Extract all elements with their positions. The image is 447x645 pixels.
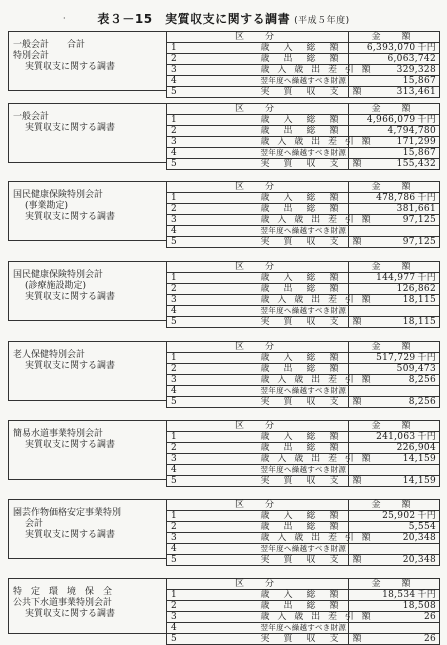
balance-table — [166, 103, 440, 170]
table-row — [167, 54, 440, 65]
row-value — [349, 54, 440, 65]
table-row — [167, 601, 440, 612]
row-label: 歳 入 歳 出 差 引 額 — [258, 215, 349, 226]
table-row — [167, 634, 440, 645]
row-value — [349, 226, 440, 237]
account-name-line: 園芸作物価格安定事業特別 — [13, 508, 122, 518]
account-block — [8, 420, 440, 486]
table-header-row — [167, 500, 440, 511]
balance-table — [166, 31, 440, 98]
row-number: 2 — [167, 601, 258, 612]
row-number: 3 — [167, 454, 258, 465]
row-label: 歳 入 歳 出 差 引 額 — [258, 454, 349, 465]
row-label: 翌年度へ繰越すべき財源 — [258, 306, 349, 317]
row-number: 3 — [167, 533, 258, 544]
account-block — [8, 578, 440, 644]
header-kingaku: 金 額 — [349, 579, 440, 590]
row-label: 実 質 収 支 額 — [258, 634, 349, 645]
row-label: 実 質 収 支 額 — [258, 476, 349, 487]
row-amount: 20,348 — [402, 533, 436, 543]
row-amount: 381,661 — [396, 204, 436, 214]
row-value — [349, 353, 440, 364]
table-row — [167, 353, 440, 364]
row-number: 3 — [167, 375, 258, 386]
table-row — [167, 65, 440, 76]
row-value — [349, 601, 440, 612]
header-kingaku: 金 額 — [349, 421, 440, 432]
row-value — [349, 193, 440, 204]
account-name-line: 実質収支に関する調書 — [25, 292, 116, 302]
row-label: 実 質 収 支 額 — [258, 397, 349, 408]
row-label: 実 質 収 支 額 — [258, 555, 349, 566]
account-name-line: 公共下水道事業特別会計 — [13, 598, 113, 608]
table-row — [167, 226, 440, 237]
account-name — [8, 499, 166, 559]
row-number: 5 — [167, 87, 258, 98]
row-amount: 478,786 — [376, 193, 416, 203]
unit-label: 千円 — [417, 353, 436, 363]
title-year: (平成５年度) — [294, 16, 350, 26]
account-name-line: 実質収支に関する調書 — [25, 62, 116, 72]
account-name-line: 実質収支に関する調書 — [25, 123, 116, 133]
table-row — [167, 623, 440, 634]
row-label: 歳 出 総 額 — [258, 284, 349, 295]
header-kubun: 区 分 — [167, 104, 349, 115]
header-kingaku: 金 額 — [349, 182, 440, 193]
table-row — [167, 465, 440, 476]
table-row — [167, 87, 440, 98]
header-kubun: 区 分 — [167, 500, 349, 511]
row-number: 4 — [167, 76, 258, 87]
row-label: 歳 出 総 額 — [258, 601, 349, 612]
row-label: 翌年度へ繰越すべき財源 — [258, 465, 349, 476]
row-label: 翌年度へ繰越すべき財源 — [258, 226, 349, 237]
row-label: 歳 入 総 額 — [258, 432, 349, 443]
row-value — [349, 590, 440, 601]
row-number: 2 — [167, 364, 258, 375]
account-name-line: 実質収支に関する調書 — [25, 609, 116, 619]
row-value — [349, 115, 440, 126]
row-number: 2 — [167, 443, 258, 454]
row-amount: 18,508 — [402, 601, 436, 611]
account-name-line: 国民健康保険特別会計 — [13, 190, 104, 200]
row-number: 3 — [167, 612, 258, 623]
row-amount: 97,125 — [402, 237, 436, 247]
table-row — [167, 533, 440, 544]
row-value — [349, 126, 440, 137]
account-name — [8, 261, 166, 321]
row-number: 1 — [167, 273, 258, 284]
table-row — [167, 306, 440, 317]
row-number: 1 — [167, 511, 258, 522]
balance-table — [166, 341, 440, 408]
row-label: 歳 入 総 額 — [258, 273, 349, 284]
table-row — [167, 375, 440, 386]
table-row — [167, 159, 440, 170]
table-row — [167, 511, 440, 522]
row-amount: 18,115 — [402, 295, 436, 305]
row-label: 歳 入 総 額 — [258, 115, 349, 126]
row-number: 1 — [167, 115, 258, 126]
row-amount: 329,328 — [396, 65, 436, 75]
row-number: 2 — [167, 54, 258, 65]
row-amount: 517,729 — [376, 353, 416, 363]
account-name — [8, 578, 166, 634]
table-row — [167, 115, 440, 126]
row-number: 4 — [167, 623, 258, 634]
row-label: 実 質 収 支 額 — [258, 317, 349, 328]
table-header-row — [167, 262, 440, 273]
row-value — [349, 443, 440, 454]
account-name-line: 老人保健特別会計 — [13, 350, 86, 360]
table-row — [167, 454, 440, 465]
row-amount: 313,461 — [396, 87, 436, 97]
header-kingaku: 金 額 — [349, 262, 440, 273]
table-row — [167, 295, 440, 306]
header-kingaku: 金 額 — [349, 32, 440, 43]
row-number: 3 — [167, 295, 258, 306]
row-label: 実 質 収 支 額 — [258, 87, 349, 98]
row-number: 5 — [167, 634, 258, 645]
balance-table — [166, 578, 440, 645]
row-label: 歳 入 総 額 — [258, 43, 349, 54]
account-name-line: 実質収支に関する調書 — [25, 212, 116, 222]
row-amount: 4,794,780 — [387, 126, 436, 136]
page-title — [0, 10, 447, 27]
row-number: 4 — [167, 544, 258, 555]
row-value — [349, 465, 440, 476]
row-label: 歳 出 総 額 — [258, 443, 349, 454]
row-value — [349, 148, 440, 159]
account-name — [8, 181, 166, 241]
row-label: 歳 入 歳 出 差 引 額 — [258, 65, 349, 76]
row-number: 5 — [167, 159, 258, 170]
row-number: 2 — [167, 204, 258, 215]
row-amount: 8,256 — [408, 397, 436, 407]
unit-label: 千円 — [417, 273, 436, 283]
row-value — [349, 432, 440, 443]
account-block — [8, 31, 440, 97]
row-amount: 6,063,742 — [387, 54, 436, 64]
table-row — [167, 443, 440, 454]
row-amount: 171,299 — [396, 137, 436, 147]
table-row — [167, 237, 440, 248]
row-label: 歳 入 総 額 — [258, 193, 349, 204]
row-label: 実 質 収 支 額 — [258, 159, 349, 170]
unit-label: 千円 — [417, 43, 436, 53]
header-kubun: 区 分 — [167, 421, 349, 432]
header-kingaku: 金 額 — [349, 104, 440, 115]
balance-table — [166, 181, 440, 248]
row-value — [349, 522, 440, 533]
row-amount: 126,862 — [396, 284, 436, 294]
row-label: 歳 出 総 額 — [258, 126, 349, 137]
row-number: 1 — [167, 193, 258, 204]
table-header-row — [167, 32, 440, 43]
row-amount: 15,867 — [402, 148, 436, 158]
table-row — [167, 43, 440, 54]
row-label: 歳 入 歳 出 差 引 額 — [258, 533, 349, 544]
row-amount: 97,125 — [402, 215, 436, 225]
row-value — [349, 284, 440, 295]
account-name-line: (事業勘定) — [25, 201, 69, 211]
account-block — [8, 261, 440, 327]
row-number: 4 — [167, 465, 258, 476]
table-row — [167, 215, 440, 226]
row-number: 3 — [167, 137, 258, 148]
row-label: 歳 入 総 額 — [258, 590, 349, 601]
unit-label: 千円 — [417, 432, 436, 442]
row-amount: 6,393,070 — [366, 43, 416, 53]
account-block — [8, 181, 440, 247]
table-row — [167, 386, 440, 397]
account-name-line: 国民健康保険特別会計 — [13, 270, 104, 280]
row-value — [349, 273, 440, 284]
row-amount: 26 — [423, 634, 436, 644]
row-value — [349, 306, 440, 317]
table-row — [167, 544, 440, 555]
account-name-line: 実質収支に関する調書 — [25, 361, 116, 371]
table-header-row — [167, 182, 440, 193]
row-value — [349, 76, 440, 87]
table-row — [167, 148, 440, 159]
row-amount: 26 — [423, 612, 436, 622]
row-label: 歳 出 総 額 — [258, 204, 349, 215]
scan-mark: · — [63, 14, 66, 23]
account-name-line: 一般会計 合計 — [13, 40, 86, 50]
row-amount: 5,554 — [408, 522, 436, 532]
row-value — [349, 364, 440, 375]
table-row — [167, 193, 440, 204]
balance-table — [166, 420, 440, 487]
row-amount: 18,534 — [382, 590, 416, 600]
title-text: 表３－15 実質収支に関する調書 — [97, 12, 291, 26]
table-row — [167, 317, 440, 328]
unit-label: 千円 — [417, 511, 436, 521]
row-label: 歳 入 総 額 — [258, 511, 349, 522]
account-name-line: 実質収支に関する調書 — [25, 530, 116, 540]
account-name-line: 特別会計 — [13, 51, 50, 61]
row-value — [349, 43, 440, 54]
account-name-line: 実質収支に関する調書 — [25, 440, 116, 450]
row-number: 5 — [167, 237, 258, 248]
table-row — [167, 204, 440, 215]
row-label: 歳 出 総 額 — [258, 54, 349, 65]
row-amount: 4,966,079 — [366, 115, 416, 125]
row-amount: 20,348 — [402, 555, 436, 565]
row-amount: 509,473 — [396, 364, 436, 374]
row-number: 3 — [167, 215, 258, 226]
header-kubun: 区 分 — [167, 182, 349, 193]
row-label: 翌年度へ繰越すべき財源 — [258, 623, 349, 634]
table-row — [167, 126, 440, 137]
account-name-line: 一般会計 — [13, 112, 50, 122]
row-label: 翌年度へ繰越すべき財源 — [258, 544, 349, 555]
table-row — [167, 284, 440, 295]
row-number: 5 — [167, 555, 258, 566]
table-row — [167, 76, 440, 87]
row-number: 4 — [167, 306, 258, 317]
account-name-line: 簡易水道事業特別会計 — [13, 429, 104, 439]
account-name-line: 特 定 環 境 保 全 — [13, 587, 113, 597]
table-header-row — [167, 104, 440, 115]
row-number: 5 — [167, 397, 258, 408]
row-amount: 144,977 — [376, 273, 416, 283]
row-number: 5 — [167, 317, 258, 328]
row-label: 歳 入 歳 出 差 引 額 — [258, 137, 349, 148]
row-label: 翌年度へ繰越すべき財源 — [258, 76, 349, 87]
row-number: 4 — [167, 226, 258, 237]
account-block — [8, 103, 440, 169]
row-amount: 25,902 — [382, 511, 416, 521]
header-kubun: 区 分 — [167, 262, 349, 273]
account-name-line: (診療施設勘定) — [25, 281, 87, 291]
row-number: 2 — [167, 284, 258, 295]
row-number: 5 — [167, 476, 258, 487]
account-name — [8, 341, 166, 401]
header-kingaku: 金 額 — [349, 342, 440, 353]
row-label: 実 質 収 支 額 — [258, 237, 349, 248]
account-name-line: 会計 — [25, 519, 44, 529]
row-amount: 15,867 — [402, 76, 436, 86]
table-row — [167, 612, 440, 623]
table-row — [167, 522, 440, 533]
table-row — [167, 590, 440, 601]
row-amount: 226,904 — [396, 443, 436, 453]
balance-table — [166, 261, 440, 328]
account-block — [8, 499, 440, 565]
row-amount: 14,159 — [402, 454, 436, 464]
row-value — [349, 544, 440, 555]
row-amount: 18,115 — [402, 317, 436, 327]
row-number: 3 — [167, 65, 258, 76]
table-row — [167, 476, 440, 487]
unit-label: 千円 — [417, 193, 436, 203]
unit-label: 千円 — [417, 115, 436, 125]
row-number: 4 — [167, 386, 258, 397]
row-number: 1 — [167, 43, 258, 54]
header-kubun: 区 分 — [167, 579, 349, 590]
row-value — [349, 386, 440, 397]
row-number: 4 — [167, 148, 258, 159]
unit-label: 千円 — [417, 590, 436, 600]
row-number: 1 — [167, 432, 258, 443]
row-amount: 8,256 — [408, 375, 436, 385]
header-kubun: 区 分 — [167, 342, 349, 353]
row-value — [349, 623, 440, 634]
header-kubun: 区 分 — [167, 32, 349, 43]
table-row — [167, 397, 440, 408]
row-value — [349, 511, 440, 522]
table-row — [167, 432, 440, 443]
row-label: 歳 入 歳 出 差 引 額 — [258, 295, 349, 306]
row-label: 歳 出 総 額 — [258, 364, 349, 375]
row-label: 歳 入 歳 出 差 引 額 — [258, 612, 349, 623]
account-name — [8, 420, 166, 480]
row-amount: 241,063 — [376, 432, 416, 442]
row-label: 翌年度へ繰越すべき財源 — [258, 148, 349, 159]
account-name — [8, 103, 166, 163]
row-value — [349, 204, 440, 215]
row-amount: 155,432 — [396, 159, 436, 169]
header-kingaku: 金 額 — [349, 500, 440, 511]
table-row — [167, 555, 440, 566]
table-header-row — [167, 342, 440, 353]
row-number: 2 — [167, 126, 258, 137]
row-number: 2 — [167, 522, 258, 533]
table-row — [167, 137, 440, 148]
row-number: 1 — [167, 590, 258, 601]
row-label: 翌年度へ繰越すべき財源 — [258, 386, 349, 397]
table-row — [167, 273, 440, 284]
row-label: 歳 入 歳 出 差 引 額 — [258, 375, 349, 386]
table-header-row — [167, 579, 440, 590]
table-header-row — [167, 421, 440, 432]
row-label: 歳 入 総 額 — [258, 353, 349, 364]
account-block — [8, 341, 440, 407]
row-number: 1 — [167, 353, 258, 364]
table-row — [167, 364, 440, 375]
balance-table — [166, 499, 440, 566]
account-name — [8, 31, 166, 91]
row-amount: 14,159 — [402, 476, 436, 486]
row-label: 歳 出 総 額 — [258, 522, 349, 533]
